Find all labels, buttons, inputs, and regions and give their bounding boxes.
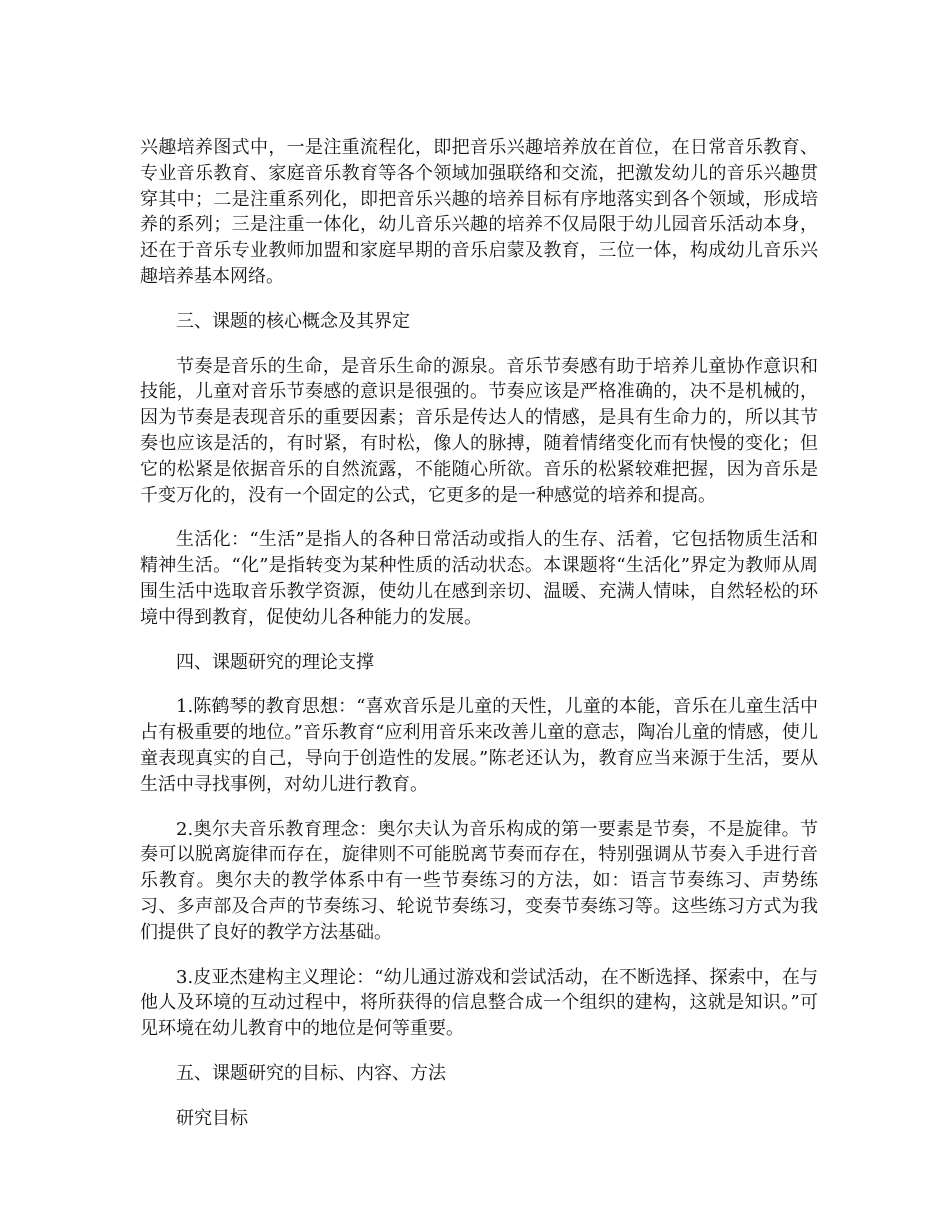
section-heading-goals-methods: 五、课题研究的目标、内容、方法 <box>176 1062 446 1084</box>
subheading-research-goals: 研究目标 <box>176 1107 248 1129</box>
paragraph-interest-schema: 兴趣培养图式中，一是注重流程化，即把音乐兴趣培养放在首位，在日常音乐教育、专业音乐教育、家庭音乐教育等各个领域加强联络和交流，把激发幼儿的音乐兴趣贯穿其中；二是注重系列化，即把音乐兴趣的培养目标有序地落实到各个领域，形成培养的系列；三是注重一体化，幼儿音乐兴趣的培养不仅局限于幼儿园音乐活动本身，还在于音乐专业教师加盟和家庭早期的音乐启蒙及教育，三位一体，构成幼儿音乐兴趣培养基本网络。 <box>140 137 818 287</box>
paragraph-piaget: 3.皮亚杰建构主义理论：“幼儿通过游戏和尝试活动，在不断选择、探索中，在与他人及环境的互动过程中，将所获得的信息整合成一个组织的建构，这就是知识。”可见环境在幼儿教育中的地位是何等重要。 <box>140 966 818 1040</box>
paragraph-rhythm: 节奏是音乐的生命，是音乐生命的源泉。音乐节奏感有助于培养儿童协作意识和技能，儿童对音乐节奏感的意识是很强的。节奏应该是严格准确的，决不是机械的，因为节奏是表现音乐的重要因素；音乐是传达人的情感，是具有生命力的，所以其节奏也应该是活的，有时紧，有时松，像人的脉搏，随着情绪变化而有快慢的变化；但它的松紧是依据音乐的自然流露，不能随心所欲。音乐的松紧较难把握，因为音乐是千变万化的，没有一个固定的公式，它更多的是一种感觉的培养和提高。 <box>140 355 818 506</box>
section-heading-theory: 四、课题研究的理论支撑 <box>176 651 374 673</box>
paragraph-lifestyle: 生活化：“生活”是指人的各种日常活动或指人的生存、活着，它包括物质生活和精神生活。“化”是指转变为某种性质的活动状态。本课题将“生活化”界定为教师从周围生活中选取音乐教学资源，使幼儿在感到亲切、温暖、充满人情味，自然轻松的环境中得到教育，促使幼儿各种能力的发展。 <box>140 529 818 628</box>
document-body <box>140 135 818 1151</box>
section-heading-core-concepts: 三、课题的核心概念及其界定 <box>176 310 410 332</box>
paragraph-chen-heqin: 1.陈鹤琴的教育思想：“喜欢音乐是儿童的天性，儿童的本能，音乐在儿童生活中占有极重要的地位。”音乐教育“应利用音乐来改善儿童的意志，陶冶儿童的情感，使儿童表现真实的自己，导向于创造性的发展。”陈老还认为，教育应当来源于生活，要从生活中寻找事例，对幼儿进行教育。 <box>140 696 818 795</box>
paragraph-orff: 2.奥尔夫音乐教育理念：奥尔夫认为音乐构成的第一要素是节奏，不是旋律。节奏可以脱离旋律而存在，旋律则不可能脱离节奏而存在，特别强调从节奏入手进行音乐教育。奥尔夫的教学体系中有一些节奏练习的方法，如：语言节奏练习、声势练习、多声部及合声的节奏练习、轮说节奏练习，变奏节奏练习等。这些练习方式为我们提供了良好的教学方法基础。 <box>140 818 818 943</box>
